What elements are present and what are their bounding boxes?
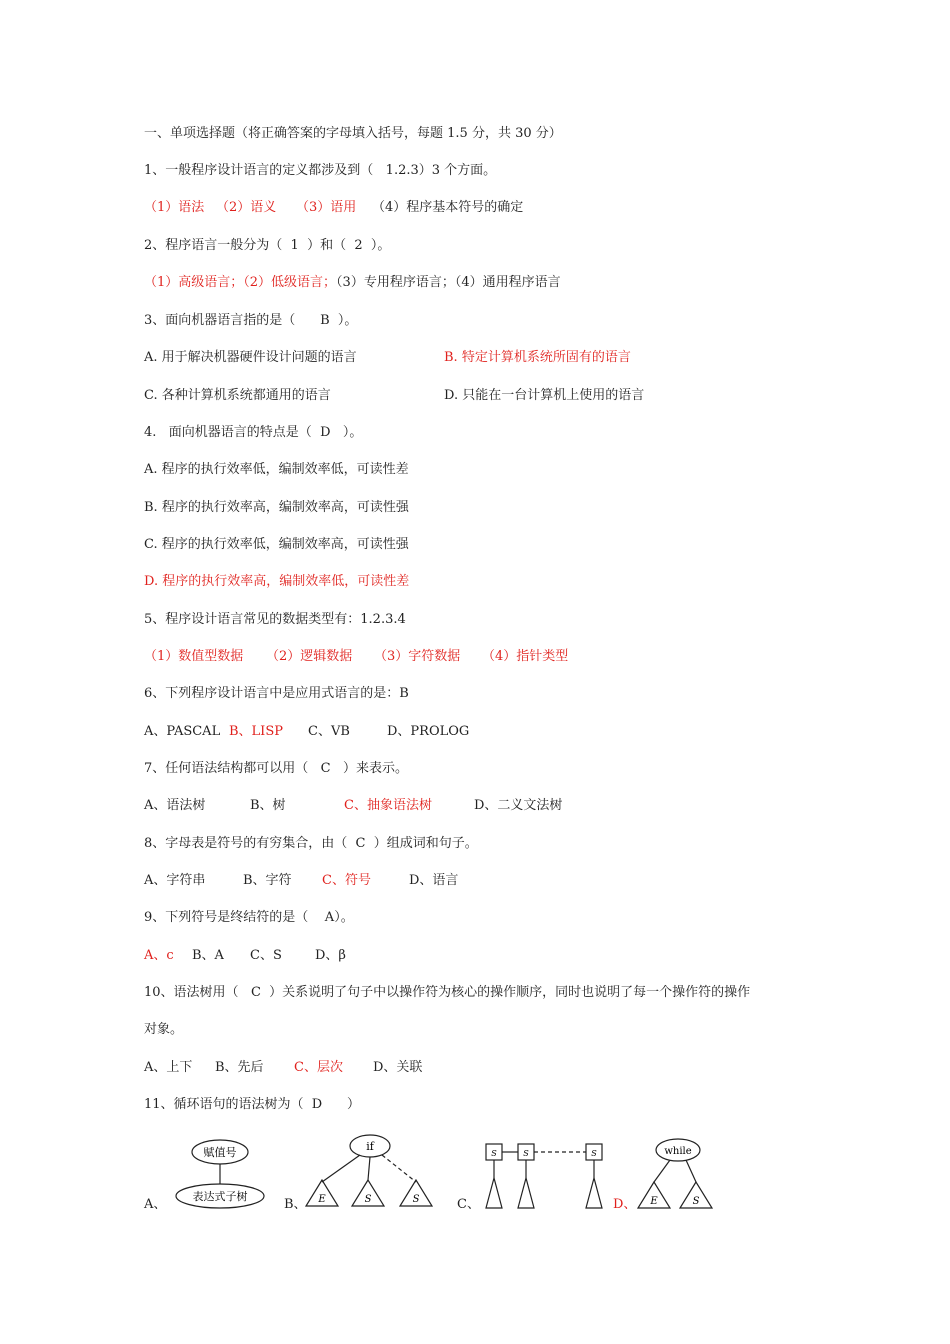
q3-option-b: B. 特定计算机系统所固有的语言 <box>444 350 631 365</box>
q11-option-d-label: D、 <box>613 1197 637 1212</box>
fig-a-top-label: 赋值号 <box>203 1146 237 1159</box>
q9-option-c: C、S <box>250 948 282 963</box>
q11-figure-a <box>170 1136 270 1212</box>
fig-b-leaf-2: S <box>364 1194 372 1205</box>
q11-stem: 11、循环语句的语法树为（ D ） <box>144 1097 361 1112</box>
q4-stem: 4. 面向机器语言的特点是（ D ）。 <box>144 425 363 440</box>
q8-option-d: D、语言 <box>409 873 459 888</box>
q1-option-4: （4）程序基本符号的确定 <box>372 200 524 215</box>
q7-stem: 7、任何语法结构都可以用（ C ）来表示。 <box>144 761 409 776</box>
q4-option-c: C. 程序的执行效率低，编制效率高，可读性强 <box>144 537 409 552</box>
fig-c-node-2: S <box>523 1149 529 1158</box>
q2-stem: 2、程序语言一般分为（ 1 ）和（ 2 ）。 <box>144 238 391 253</box>
fig-b-leaf-3: S <box>412 1194 420 1205</box>
q5-stem: 5、程序设计语言常见的数据类型有：1.2.3.4 <box>144 612 406 627</box>
q8-option-a: A、字符串 <box>144 873 206 888</box>
q7-option-b: B、树 <box>250 798 286 813</box>
q3-option-a: A. 用于解决机器硬件设计问题的语言 <box>144 350 357 365</box>
q9-option-a: A、c <box>144 948 174 963</box>
q10-stem-continued: 对象。 <box>144 1022 184 1037</box>
q6-option-d: D、PROLOG <box>387 724 470 739</box>
q7-option-d: D、二义文法树 <box>474 798 563 813</box>
fig-d-leaf-1: E <box>650 1196 658 1207</box>
q11-option-a-label: A、 <box>144 1197 167 1212</box>
q2-options-correct: （1）高级语言；（2）低级语言； <box>144 275 337 290</box>
q4-option-b: B. 程序的执行效率高，编制效率高，可读性强 <box>144 500 409 515</box>
q1-option-3: （3）语用 <box>296 200 357 215</box>
q10-option-c: C、层次 <box>294 1060 343 1075</box>
q11-figure-d <box>630 1136 720 1212</box>
q4-option-a: A. 程序的执行效率低，编制效率低，可读性差 <box>144 462 409 477</box>
fig-d-leaf-2: S <box>692 1196 700 1207</box>
q6-option-a: A、PASCAL <box>144 724 221 739</box>
fig-d-root-label: while <box>664 1146 692 1157</box>
q7-option-a: A、语法树 <box>144 798 206 813</box>
q9-stem: 9、下列符号是终结符的是（ A）。 <box>144 910 354 925</box>
q5-option-2: （2）逻辑数据 <box>266 649 353 664</box>
section-title: 一、单项选择题（将正确答案的字母填入括号，每题 1.5 分，共 30 分） <box>144 126 562 141</box>
fig-c-node-3: S <box>591 1149 597 1158</box>
q11-option-b-label: B、 <box>284 1197 307 1212</box>
fig-a-bottom-label: 表达式子树 <box>192 1190 248 1203</box>
q10-option-b: B、先后 <box>215 1060 264 1075</box>
q9-option-b: B、A <box>192 948 224 963</box>
q1-stem: 1、一般程序设计语言的定义都涉及到（ 1.2.3）3 个方面。 <box>144 163 497 178</box>
fig-c-node-1: S <box>491 1149 497 1158</box>
q5-option-1: （1）数值型数据 <box>144 649 244 664</box>
fig-b-root-label: if <box>366 1140 374 1153</box>
q1-option-2: （2）语义 <box>216 200 277 215</box>
q3-option-c: C. 各种计算机系统都通用的语言 <box>144 388 331 403</box>
q9-option-d: D、β <box>315 948 346 963</box>
q3-stem: 3、面向机器语言指的是（ B ）。 <box>144 313 358 328</box>
q5-option-3: （3）字符数据 <box>374 649 461 664</box>
q10-option-a: A、上下 <box>144 1060 193 1075</box>
q11-figure-b <box>300 1132 440 1212</box>
q6-stem: 6、下列程序设计语言中是应用式语言的是：B <box>144 686 409 701</box>
fig-b-leaf-1: E <box>318 1194 326 1205</box>
q8-option-b: B、字符 <box>243 873 292 888</box>
q11-figure-c <box>480 1138 606 1214</box>
q5-option-4: （4）指针类型 <box>482 649 569 664</box>
q8-stem: 8、字母表是符号的有穷集合，由（ C ）组成词和句子。 <box>144 836 478 851</box>
q11-option-c-label: C、 <box>457 1197 480 1212</box>
q7-option-c: C、抽象语法树 <box>344 798 432 813</box>
q10-stem: 10、语法树用（ C ）关系说明了句子中以操作符为核心的操作顺序，同时也说明了每一个操作符的操作 <box>144 985 751 1000</box>
q2-options-other: （3）专用程序语言；（4）通用程序语言 <box>336 275 561 290</box>
q1-option-1: （1）语法 <box>144 200 205 215</box>
q3-option-d: D. 只能在一台计算机上使用的语言 <box>444 388 645 403</box>
q6-option-c: C、VB <box>308 724 350 739</box>
q8-option-c: C、符号 <box>322 873 371 888</box>
q10-option-d: D、关联 <box>373 1060 423 1075</box>
q2-options <box>144 274 561 292</box>
q4-option-d: D. 程序的执行效率高，编制效率低，可读性差 <box>144 574 410 589</box>
q6-option-b: B、LISP <box>229 724 283 739</box>
